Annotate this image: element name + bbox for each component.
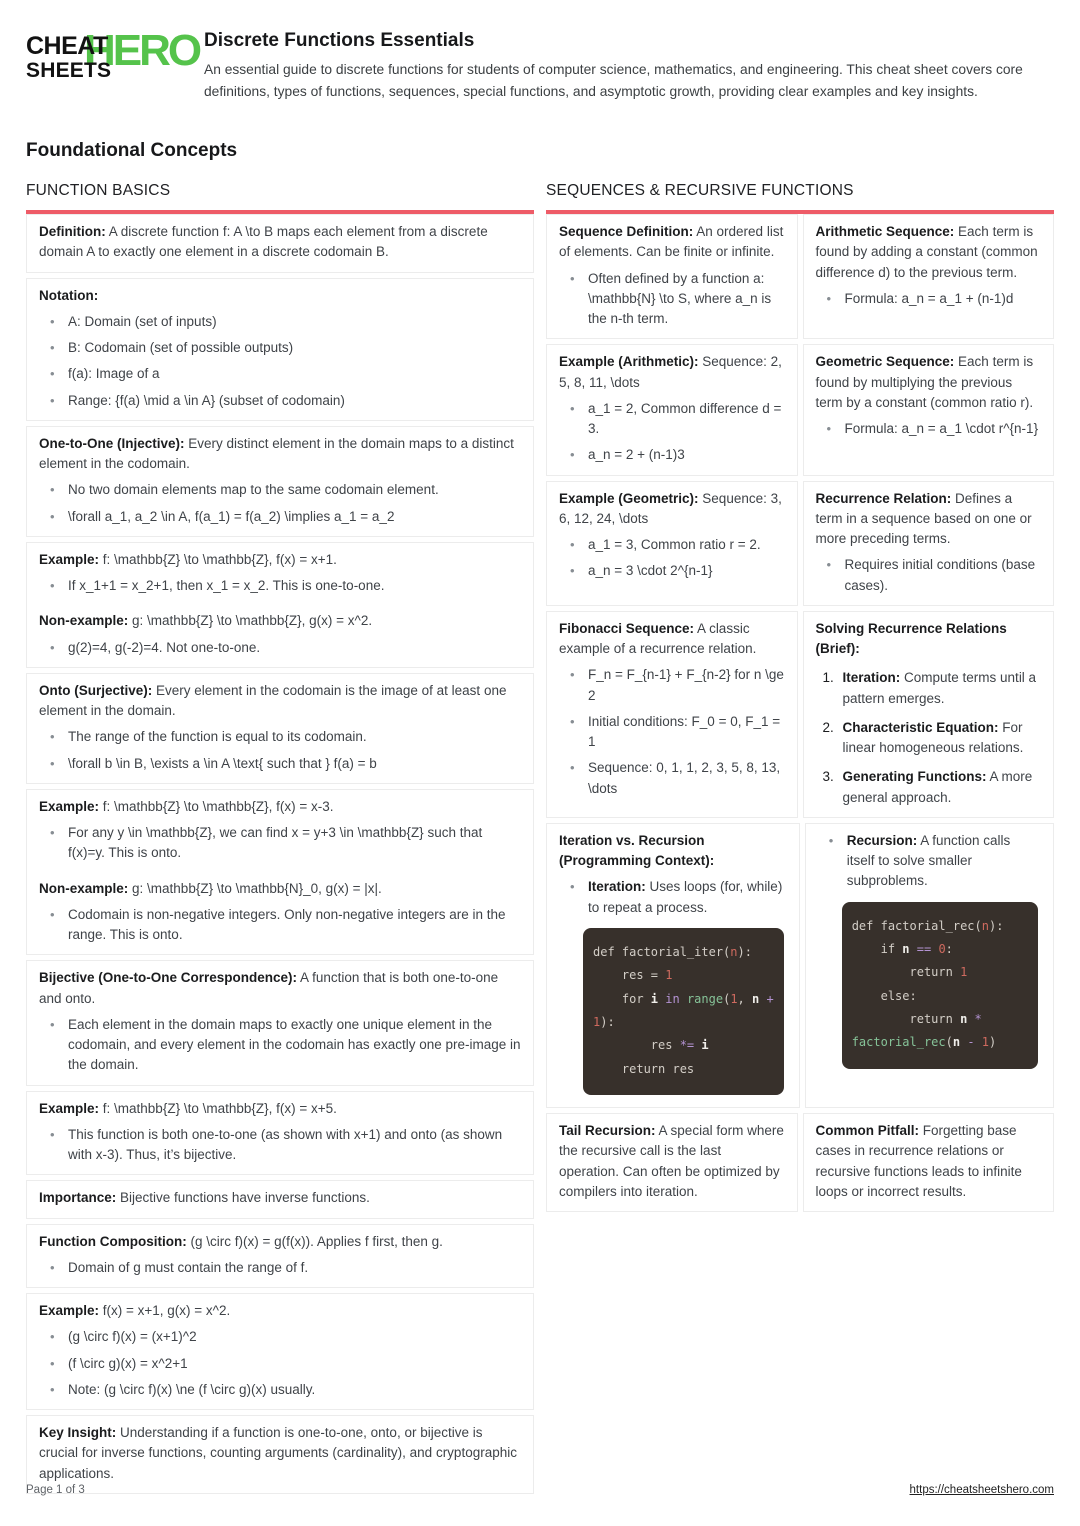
term-text: g: \mathbb{Z} \to \mathbb{Z}, g(x) = x^2. <box>128 613 373 629</box>
term-label: Example: <box>39 798 100 814</box>
bullet-item: • This function is both one-to-one (as shown with x+1) and onto (as shown with x-3). Thus, it’s bijective. <box>39 1125 521 1166</box>
bullet-list <box>559 535 785 582</box>
term-label: Fibonacci Sequence: <box>559 620 695 636</box>
bullet-item: • a_n = 3 \cdot 2^{n-1} <box>559 561 785 581</box>
bullet-list <box>39 1125 521 1166</box>
term-text: Defines a term in a sequence based on one or more preceding terms. <box>815 490 1032 547</box>
bullet-list <box>39 1015 521 1076</box>
numbered-item <box>816 668 1042 709</box>
term-label: Geometric Sequence: <box>815 354 955 370</box>
card-example-geometric <box>546 481 798 606</box>
term-label: Solving Recurrence Relations (Brief): <box>815 620 1007 657</box>
term-text: A discrete function f: A \to B maps each element from a discrete domain A to exactly one element in a discrete codomain B. <box>39 224 488 260</box>
term-label: Bijective (One-to-One Correspondence): <box>39 970 298 986</box>
term-text: For linear homogeneous relations. <box>842 719 1024 756</box>
bullet-item: • If x_1+1 = x_2+1, then x_1 = x_2. This is one-to-one. <box>39 576 521 596</box>
card-one-to-one <box>26 426 534 537</box>
bullet-item: • (f \circ g)(x) = x^2+1 <box>39 1354 521 1374</box>
bullet-item: • Domain of g must contain the range of f. <box>39 1258 521 1278</box>
term-label: Function Composition: <box>39 1233 187 1249</box>
term-label: Example (Geometric): <box>559 490 699 506</box>
term-text: Understanding if a function is one-to-one, onto, or bijective is crucial for inverse functions, counting arguments (cardinality), and cryptographic applications. <box>39 1425 517 1481</box>
bullet-item: • \forall b \in B, \exists a \in A \text{ such that } f(a) = b <box>39 754 521 774</box>
term-label: Example (Arithmetic): <box>559 354 699 370</box>
term-label: Arithmetic Sequence: <box>815 224 955 240</box>
logo-hero-text: HERO <box>84 26 200 75</box>
card-row <box>546 611 1054 818</box>
card-sequence-definition <box>546 214 798 339</box>
card-function-composition <box>26 1224 534 1289</box>
card-onto <box>26 673 534 784</box>
bullet-item: • Note: (g \circ f)(x) \ne (f \circ g)(x) usually. <box>39 1380 521 1400</box>
term-label: Common Pitfall: <box>815 1123 919 1139</box>
bullet-list <box>39 638 521 658</box>
card-row <box>546 344 1054 475</box>
term-label: Iteration: <box>842 670 901 686</box>
term-label: Recursion: <box>846 832 918 848</box>
card-recurrence-relation <box>803 481 1055 606</box>
card-tail-recursion <box>546 1113 798 1212</box>
bullet-item: • Requires initial conditions (base cases). <box>816 555 1042 596</box>
card-key-insight <box>26 1415 534 1494</box>
card-importance <box>26 1180 534 1218</box>
bullet-list <box>39 823 521 864</box>
bullet-item: • F_n = F_{n-1} + F_{n-2} for n \ge 2 <box>559 665 785 706</box>
term-text: f(x) = x+1, g(x) = x^2. <box>99 1303 231 1319</box>
term-text: Forgetting base cases in recurrence relations or recursive functions leads to infinite loops or incorrect results. <box>815 1123 1022 1199</box>
term-text: f: \mathbb{Z} \to \mathbb{Z}, f(x) = x+5. <box>99 1100 337 1116</box>
bullet-list <box>39 1258 521 1278</box>
column-sequences-recursive <box>546 182 1054 1212</box>
section-title: Foundational Concepts <box>26 140 238 162</box>
content-columns <box>26 182 1054 1494</box>
card-bijective <box>26 960 534 1085</box>
bullet-list <box>39 1327 521 1400</box>
term-text: Each term is found by adding a constant (common difference d) to the previous term. <box>815 224 1038 280</box>
numbered-item <box>816 718 1042 759</box>
term-label: Characteristic Equation: <box>842 719 999 735</box>
page-footer <box>26 1484 1054 1496</box>
bullet-list <box>39 905 521 946</box>
bullet-item: • Sequence: 0, 1, 1, 2, 3, 5, 8, 13, \dots <box>559 758 785 799</box>
numbered-list <box>816 668 1042 808</box>
logo-cheat-text: CHEAT <box>26 32 108 60</box>
term-label: Example: <box>39 1303 100 1319</box>
term-label: Notation: <box>39 287 99 303</box>
item-number: 2. <box>822 719 834 735</box>
page-title: Discrete Functions Essentials <box>204 30 475 51</box>
bullet-list <box>559 665 785 799</box>
term-label: One-to-One (Injective): <box>39 435 185 451</box>
term-text: An ordered list of elements. Can be finite or infinite. <box>559 224 784 260</box>
bullet-item: • Codomain is non-negative integers. Only non-negative integers are in the range. This is onto. <box>39 905 521 946</box>
term-text: A special form where the recursive call is the last operation. Can often be optimized by compilers into iteration. <box>559 1123 784 1199</box>
numbered-item <box>816 767 1042 808</box>
bullet-list <box>39 576 521 596</box>
term-label: Definition: <box>39 224 106 240</box>
page-number: Page 1 of 3 <box>26 1484 85 1496</box>
cheatsheetshero-logo <box>26 26 200 92</box>
card-example-surjective <box>26 789 534 956</box>
card-solving-recurrence <box>803 611 1055 818</box>
card-iteration-vs-recursion <box>546 823 800 1108</box>
term-label: Recurrence Relation: <box>815 490 952 506</box>
term-text: f: \mathbb{Z} \to \mathbb{Z}, f(x) = x+1. <box>99 551 337 567</box>
bullet-list <box>818 831 1041 892</box>
bullet-list <box>39 480 521 527</box>
card-definition <box>26 214 534 273</box>
term-label: Onto (Surjective): <box>39 682 153 698</box>
term-text: A classic example of a recurrence relation. <box>559 620 757 657</box>
term-text: Sequence: 3, 6, 12, 24, \dots <box>559 490 782 526</box>
bullet-item: • Formula: a_n = a_1 + (n-1)d <box>816 289 1042 309</box>
bullet-item: • a_1 = 3, Common ratio r = 2. <box>559 535 785 555</box>
bullet-item: • g(2)=4, g(-2)=4. Not one-to-one. <box>39 638 521 658</box>
column-heading: SEQUENCES & RECURSIVE FUNCTIONS <box>546 182 854 200</box>
bullet-item: • A: Domain (set of inputs) <box>39 312 521 332</box>
card-example-composition <box>26 1293 534 1410</box>
term-text: g: \mathbb{Z} \to \mathbb{N}_0, g(x) = |x|. <box>128 880 382 896</box>
bullet-list <box>559 269 785 330</box>
term-text: f: \mathbb{Z} \to \mathbb{Z}, f(x) = x-3. <box>99 798 334 814</box>
card-common-pitfall <box>803 1113 1055 1212</box>
bullet-list <box>816 419 1042 439</box>
bullet-list <box>816 289 1042 309</box>
card-geometric-sequence <box>803 344 1055 475</box>
card-example-arithmetic <box>546 344 798 475</box>
column-heading: FUNCTION BASICS <box>26 182 171 200</box>
bullet-list <box>816 555 1042 596</box>
term-text: Bijective functions have inverse functions. <box>116 1190 370 1206</box>
bullet-item: • No two domain elements map to the same codomain element. <box>39 480 521 500</box>
term-text: (g \circ f)(x) = g(f(x)). Applies f first, then g. <box>186 1233 443 1249</box>
term-text: Every element in the codomain is the image of at least one element in the domain. <box>39 682 507 719</box>
page-description: An essential guide to discrete functions for students of computer science, mathematics, and engineering. This cheat sheet covers core definitions, types of functions, sequences, special functions, and asymptotic growth, providing clear examples and key insights. <box>204 62 1023 99</box>
bullet-item: • For any y \in \mathbb{Z}, we can find x = y+3 \in \mathbb{Z} such that f(x)=y. This is onto. <box>39 823 521 864</box>
card-row <box>546 214 1054 339</box>
term-label: Key Insight: <box>39 1425 117 1441</box>
bullet-item: • a_n = 2 + (n-1)3 <box>559 445 785 465</box>
bullet-item: • Initial conditions: F_0 = 0, F_1 = 1 <box>559 712 785 753</box>
bullet-item: • B: Codomain (set of possible outputs) <box>39 338 521 358</box>
logo-sheets-text: SHEETS <box>26 59 112 82</box>
bullet-list <box>559 877 787 918</box>
bullet-list <box>559 399 785 466</box>
bullet-item <box>818 831 1041 892</box>
card-fibonacci-sequence <box>546 611 798 818</box>
bullet-list <box>39 312 521 411</box>
card-row <box>546 1113 1054 1212</box>
term-text: Each term is found by multiplying the previous term by a constant (common ratio r). <box>815 354 1034 410</box>
code-block-factorial-rec: def factorial_rec(n): if n == 0: return 1 else: return n * factorial_rec(n - 1) <box>842 902 1038 1069</box>
bullet-item: • f(a): Image of a <box>39 364 521 384</box>
card-example-injective <box>26 542 534 668</box>
term-label: Example: <box>39 1100 100 1116</box>
bullet-item <box>559 877 787 918</box>
item-number: 3. <box>822 769 834 785</box>
card-recursion <box>805 823 1054 1108</box>
term-text: Uses loops (for, while) to repeat a process. <box>588 879 783 915</box>
header <box>26 0 1054 102</box>
site-link[interactable]: https://cheatsheetshero.com <box>909 1484 1054 1496</box>
card-notation <box>26 278 534 421</box>
header-text <box>204 28 1054 102</box>
bullet-item: • a_1 = 2, Common difference d = 3. <box>559 399 785 440</box>
term-text: A more general approach. <box>842 769 1033 805</box>
term-text: A function that is both one-to-one and onto. <box>39 970 499 1006</box>
bullet-list <box>39 727 521 774</box>
term-text: Sequence: 2, 5, 8, 11, \dots <box>559 354 782 390</box>
bullet-item: • \forall a_1, a_2 \in A, f(a_1) = f(a_2) \implies a_1 = a_2 <box>39 507 521 527</box>
bullet-item: • Each element in the domain maps to exactly one unique element in the codomain, and every element in the codomain has exactly one pre-image in the domain. <box>39 1015 521 1076</box>
bullet-item: • (g \circ f)(x) = (x+1)^2 <box>39 1327 521 1347</box>
bullet-item: • Often defined by a function a: \mathbb{N} \to S, where a_n is the n-th term. <box>559 269 785 330</box>
term-text: Compute terms until a pattern emerges. <box>842 670 1037 706</box>
term-label: Iteration: <box>588 879 646 895</box>
column-function-basics <box>26 182 534 1494</box>
term-label: Non-example: <box>39 880 129 896</box>
term-label: Tail Recursion: <box>559 1123 656 1139</box>
card-example-bijective <box>26 1091 534 1176</box>
term-text: Every distinct element in the domain maps to a distinct element in the codomain. <box>39 435 514 472</box>
term-label: Iteration vs. Recursion (Programming Context): <box>559 832 715 869</box>
card-stack <box>26 214 534 1494</box>
term-label: Example: <box>39 551 100 567</box>
bullet-item: • The range of the function is equal to its codomain. <box>39 727 521 747</box>
card-arithmetic-sequence <box>803 214 1055 339</box>
card-row <box>546 823 1054 1108</box>
item-number: 1. <box>822 670 834 686</box>
code-block-factorial-iter: def factorial_iter(n): res = 1 for i in range(1, n + 1): res *= i return res <box>583 928 784 1095</box>
term-label: Generating Functions: <box>842 769 987 785</box>
term-label: Importance: <box>39 1190 117 1206</box>
term-label: Non-example: <box>39 613 129 629</box>
card-grid <box>546 214 1054 1212</box>
term-text: A function calls itself to solve smaller subproblems. <box>846 832 1011 889</box>
bullet-item: • Range: {f(a) \mid a \in A} (subset of codomain) <box>39 391 521 411</box>
term-label: Sequence Definition: <box>559 224 694 240</box>
card-row <box>546 481 1054 606</box>
bullet-item: • Formula: a_n = a_1 \cdot r^{n-1} <box>816 419 1042 439</box>
